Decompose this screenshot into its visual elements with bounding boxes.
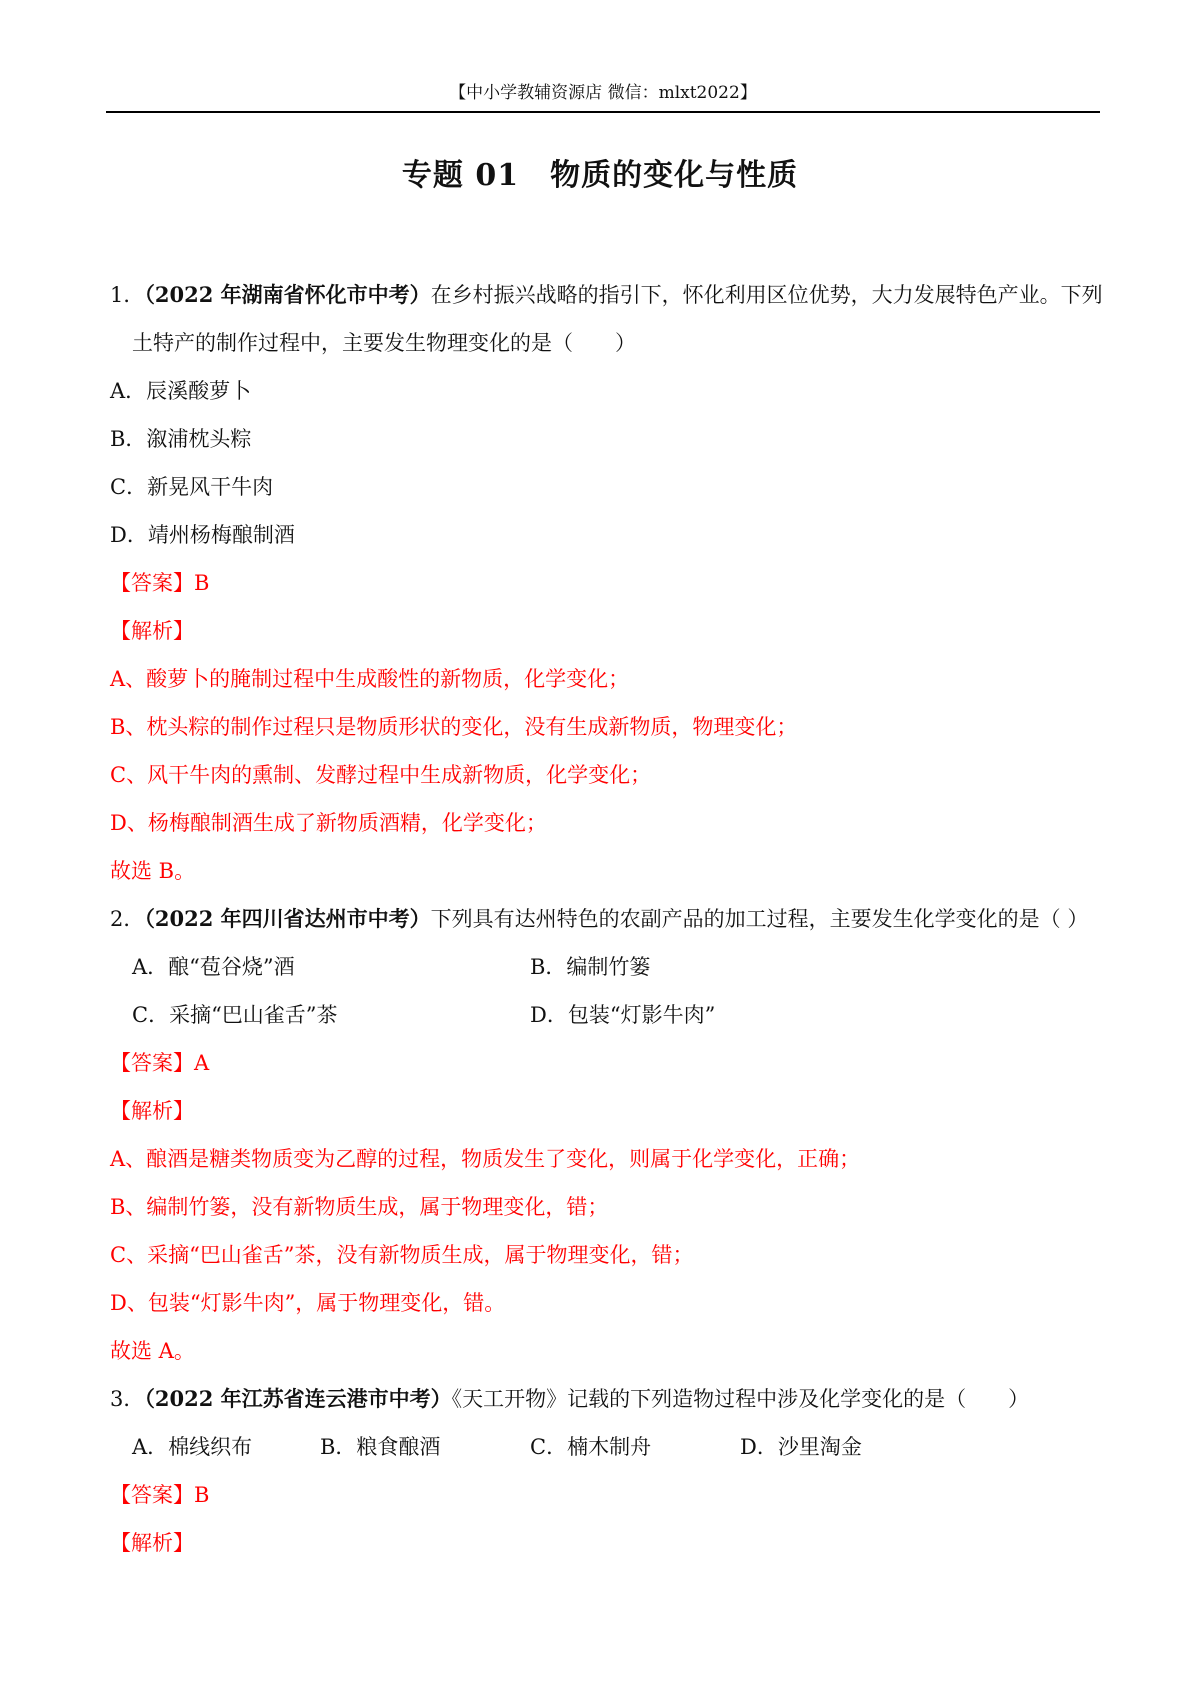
analysis-line: A、酸萝卜的腌制过程中生成酸性的新物质，化学变化； [110,667,630,691]
question-source: （2022 年四川省达州市中考） [144,906,431,931]
analysis-label: 【解析】 [110,1099,194,1123]
answer-label: 【答案】 [110,1051,194,1075]
analysis-label: 【解析】 [110,619,194,643]
answer [110,568,209,598]
analysis-line: C、风干牛肉的熏制、发酵过程中生成新物质，化学变化； [110,763,652,787]
option-b: B．溆浦枕头粽 [110,427,252,451]
answer-label: 【答案】 [110,1483,194,1507]
answer-label: 【答案】 [110,571,194,595]
header-rule [106,111,1100,113]
option-c: C．楠木制舟 [530,1435,652,1459]
option-d: D．沙里淘金 [740,1435,862,1459]
document-title: 专题 01 物质的变化与性质 [401,158,799,193]
question-text: 在乡村振兴战略的指引下，怀化利用区位优势，大力发展特色产业。下列 [430,283,1103,307]
answer [110,1480,209,1510]
question-1-stem-cont: 土特产的制作过程中，主要发生物理变化的是（ ） [132,331,636,355]
question-source: （2022 年湖南省怀化市中考） [144,282,431,307]
question-text: 下列具有达州特色的农副产品的加工过程，主要发生化学变化的是（ ） [430,907,1089,931]
analysis-conclusion: 故选 B。 [110,859,196,883]
analysis-conclusion: 故选 A。 [110,1339,195,1363]
option-d: D．包装“灯影牛肉” [530,1003,716,1027]
analysis-line: A、酿酒是糖类物质变为乙醇的过程，物质发生了变化，则属于化学变化，正确； [110,1147,861,1171]
option-c: C．新晃风干牛肉 [110,475,274,499]
option-b: B．编制竹篓 [530,955,651,979]
question-1-stem [110,280,1103,310]
option-b: B．粮食酿酒 [320,1435,441,1459]
option-a: A．棉线织布 [132,1435,253,1459]
question-2-stem [110,904,1088,934]
question-number: 3． [110,1387,145,1411]
option-a: A．酿“苞谷烧”酒 [132,955,295,979]
option-d: D．靖州杨梅酿制酒 [110,523,295,547]
question-3-stem [110,1384,1029,1414]
page-header: 【中小学教辅资源店 微信：mlxt2022】 [449,83,757,103]
analysis-line: D、杨梅酿制酒生成了新物质酒精，化学变化； [110,811,547,835]
question-source: （2022 年江苏省连云港市中考） [144,1386,452,1411]
option-c: C．采摘“巴山雀舌”茶 [132,1003,338,1027]
analysis-line: B、枕头粽的制作过程只是物质形状的变化，没有生成新物质，物理变化； [110,715,798,739]
answer-value: A [194,1051,210,1075]
option-a: A．辰溪酸萝卜 [110,379,252,403]
question-number: 2． [110,907,145,931]
answer-value: B [194,1483,210,1507]
analysis-line: D、包装“灯影牛肉”，属于物理变化，错。 [110,1291,506,1315]
question-text: 《天工开物》记载的下列造物过程中涉及化学变化的是（ ） [451,1387,1030,1411]
analysis-line: B、编制竹篓，没有新物质生成，属于物理变化，错； [110,1195,609,1219]
analysis-label: 【解析】 [110,1531,194,1555]
analysis-line: C、采摘“巴山雀舌”茶，没有新物质生成，属于物理变化，错； [110,1243,694,1267]
answer-value: B [194,571,210,595]
question-number: 1． [110,283,145,307]
answer [110,1048,209,1078]
